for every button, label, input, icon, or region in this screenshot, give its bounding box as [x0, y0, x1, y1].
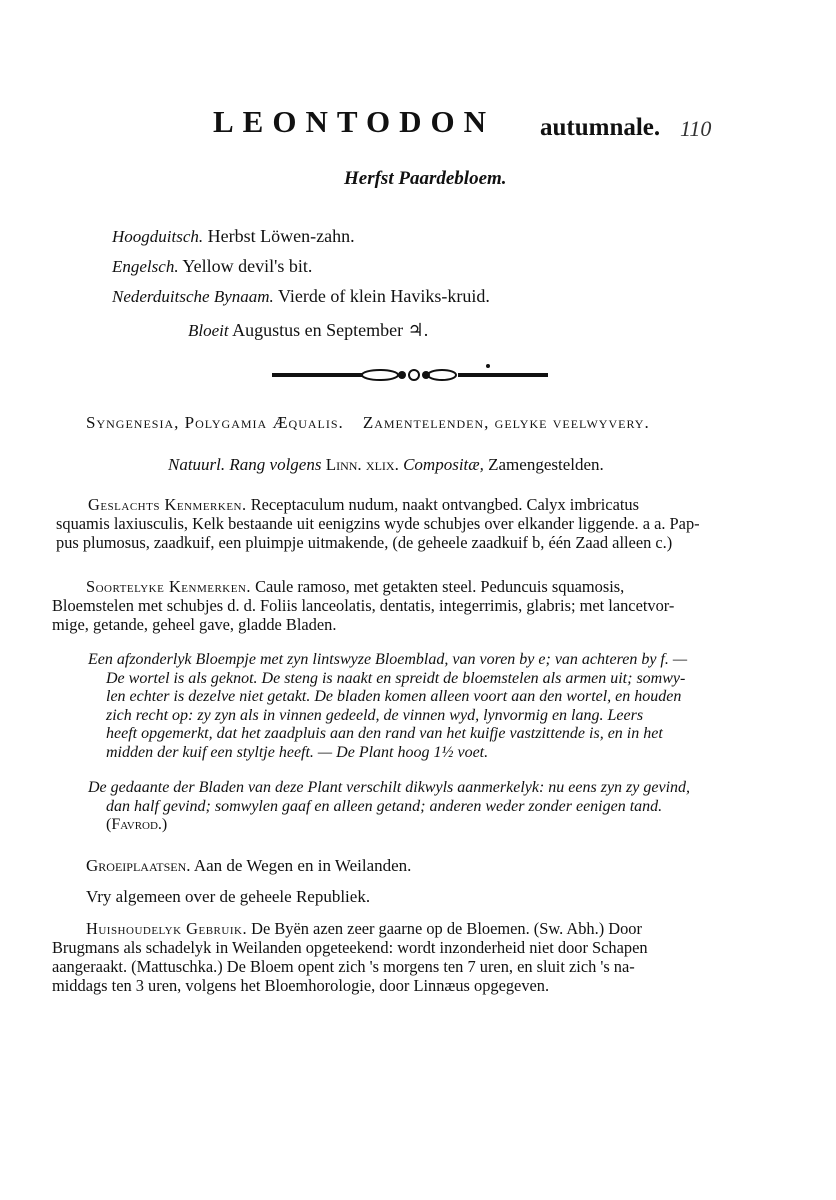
- paragraph-line: zich recht op: zy zyn als in vinnen gedeeld, de vinnen wyd, lynvormig en lang. Leers: [106, 706, 644, 724]
- paragraph-line: len echter is dezelve niet getakt. De bladen komen alleen voort aan den wortel, en houden: [106, 688, 682, 705]
- distribution-note: Vry algemeen over de geheele Republiek.: [86, 887, 371, 906]
- paragraph-line: Een afzonderlyk Bloempje met zyn lintswyze Bloemblad, van voren by e; van achteren by f. —: [88, 651, 688, 668]
- synonym-line: [112, 256, 312, 277]
- plate-number: 110: [680, 116, 712, 141]
- ornament-divider: [270, 364, 550, 388]
- paragraph-line: [52, 919, 810, 938]
- synonym-line: [112, 226, 355, 247]
- species-name: autumnale.: [540, 114, 661, 141]
- synonym-label: Nederduitsche Bynaam.: [112, 287, 274, 306]
- natural-order-line: [168, 455, 604, 475]
- species-characters: [52, 577, 808, 634]
- synonym-label: Hoogduitsch.: [112, 227, 204, 246]
- natural-order-dutch: Zamengestelden.: [488, 455, 604, 474]
- flowering-line: [188, 320, 428, 341]
- paragraph-line: [56, 495, 808, 514]
- habitat-line: [86, 856, 411, 876]
- description-paragraph: [88, 651, 804, 762]
- natural-order-latin: Compositæ,: [403, 455, 484, 474]
- genus-title: LEONTODON: [213, 104, 495, 139]
- paragraph-line: pus plumosus, zaadkuif, een pluimpje uitmakende, (de geheele zaadkuif b, één Zaad alleen c.): [56, 533, 673, 552]
- common-name: Herfst Paardebloem.: [344, 168, 507, 189]
- flowering-label: Bloeit: [188, 321, 229, 340]
- paragraph-line: [52, 577, 808, 596]
- paragraph-line: De gedaante der Bladen van deze Plant verschilt dikwyls aanmerkelyk: nu eens zyn zy gevind,: [88, 779, 691, 796]
- classification-line: [86, 413, 650, 433]
- synonym-text: Vierde of klein Haviks-kruid.: [277, 286, 490, 306]
- synonym-text: Yellow devil's bit.: [182, 256, 313, 276]
- paragraph-line: middags ten 3 uren, volgens het Bloemhorologie, door Linnæus opgegeven.: [52, 976, 550, 995]
- paragraph-line: De wortel is als geknot. De steng is naakt en spreidt de bloemstelen als armen uit; somwy-: [106, 669, 686, 687]
- natural-order-label: Natuurl. Rang volgens: [168, 455, 322, 474]
- paragraph-line: Bloemstelen met schubjes d. d. Foliis lanceolatis, dentatis, integerrimis, glabris; met lancetvor-: [52, 596, 675, 615]
- paragraph-line: (Favrod.): [106, 816, 168, 833]
- genus-characters: [56, 495, 808, 552]
- synonym-line: [112, 286, 490, 307]
- natural-order-ref: Linn. xlix.: [325, 455, 399, 474]
- section-heading: Huishoudelyk Gebruik.: [86, 919, 248, 938]
- section-heading: Geslachts Kenmerken.: [88, 495, 247, 514]
- line-text: De Byën azen zeer gaarne op de Bloemen. (Sw. Abh.) Door: [251, 919, 642, 938]
- synonym-text: Herbst Löwen-zahn.: [207, 226, 355, 246]
- paragraph-line: mige, getande, geheel gave, gladde Bladen.: [52, 615, 337, 634]
- line-text: Caule ramoso, met getakten steel. Peduncuis squamosis,: [255, 577, 625, 596]
- latin-classification: Syngenesia, Polygamia Æqualis.: [86, 413, 344, 432]
- paragraph-line: squamis laxiusculis, Kelk bestaande uit eenigzins wyde schubjes over elkander liggende. a a. Pap-: [56, 514, 700, 533]
- paragraph-line: heeft opgemerkt, dat het zaadpluis aan den rand van het kuifje vastzittende is, en in het: [106, 725, 663, 742]
- paragraph-line: dan half gevind; somwylen gaaf en alleen getand; anderen weder zonder eenigen tand.: [106, 797, 663, 815]
- section-heading: Groeiplaatsen.: [86, 856, 191, 875]
- synonym-label: Engelsch.: [112, 257, 179, 276]
- habitat-text: Aan de Wegen en in Weilanden.: [193, 856, 412, 875]
- dutch-classification: Zamentelenden, gelyke veelwyvery.: [362, 413, 650, 432]
- flowering-text: Augustus en September ♃.: [232, 320, 429, 340]
- economic-use: [52, 919, 810, 995]
- section-heading: Soortelyke Kenmerken.: [86, 577, 251, 596]
- paragraph-line: midden der kuif een styltje heeft. — De Plant hoog 1½ voet.: [106, 743, 489, 761]
- leaf-variation-paragraph: [88, 779, 804, 835]
- line-text: Receptaculum nudum, naakt ontvangbed. Calyx imbricatus: [250, 495, 639, 514]
- paragraph-line: Brugmans als schadelyk in Weilanden opgeteekend: wordt inzonderheid niet door Schapen: [52, 938, 648, 957]
- paragraph-line: aangeraakt. (Mattuschka.) De Bloem opent zich 's morgens ten 7 uren, en sluit zich 's na-: [52, 957, 635, 976]
